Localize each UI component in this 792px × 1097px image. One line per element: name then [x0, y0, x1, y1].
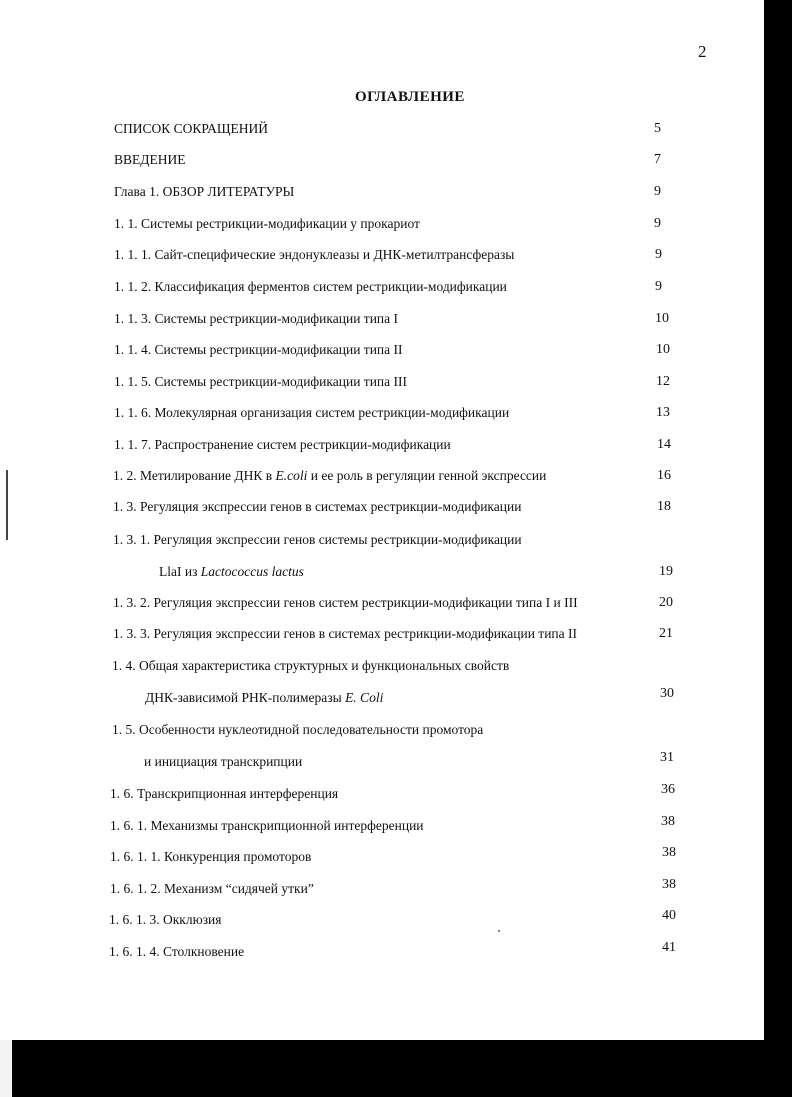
- toc-entry-1-3: [0, 499, 792, 521]
- toc-entry-page: 10: [656, 342, 670, 357]
- toc-entry-page: 9: [654, 184, 661, 199]
- toc-entry-1-6-1-3: [0, 908, 792, 934]
- toc-entry-text: 1. 3. 2. Регуляция экспрессии генов систем рестрикции-модификации типа I и III: [113, 595, 578, 610]
- toc-entry-1-3-1-cont: [0, 564, 792, 586]
- toc-entry-text: и инициация транскрипции: [144, 754, 303, 769]
- toc-entry-text: 1. 1. 1. Сайт-специфические эндонуклеазы и ДНК-метилтрансферазы: [114, 247, 515, 262]
- toc-entry-page: 38: [662, 877, 676, 892]
- toc-entry-text-before: LlaI из: [159, 564, 201, 579]
- toc-entry-page: 10: [655, 311, 669, 326]
- toc-entry-1-1-5: [0, 374, 792, 396]
- scan-edge-bottom: [0, 1040, 792, 1097]
- toc-entry-page: 36: [661, 782, 675, 797]
- toc-entry-abbreviations: [0, 121, 792, 143]
- toc-entry-page: 9: [655, 279, 662, 294]
- toc-entry-text-italic: Lactococcus lactus: [200, 564, 304, 579]
- toc-entry-1-1-7: [0, 437, 792, 459]
- toc-entry-1-1-3: [0, 311, 792, 333]
- toc-entry-text-italic: E. Coli: [345, 690, 384, 705]
- toc-entry-1-6: [0, 782, 792, 808]
- toc-entry-1-6-1-2: [0, 877, 792, 903]
- toc-entry-page: 40: [662, 908, 676, 923]
- toc-entry-text: 1. 6. 1. Механизмы транскрипционной интерференции: [110, 818, 424, 833]
- toc-entry-1-2: [0, 468, 792, 490]
- toc-entry-text: 1. 3. 3. Регуляция экспрессии генов в системах рестрикции-модификации типа II: [113, 626, 578, 641]
- toc-entry-text: 1. 6. 1. 4. Столкновение: [109, 944, 245, 959]
- toc-entry-text: 1. 3. Регуляция экспрессии генов в системах рестрикции-модификации: [113, 499, 522, 514]
- toc-entry-text: 1. 4. Общая характеристика структурных и функциональных свойств: [112, 658, 510, 673]
- toc-entry-page: 13: [656, 405, 670, 420]
- toc-entry-1-6-1-4: [0, 940, 792, 966]
- toc-entry-page: 5: [654, 121, 661, 136]
- toc-entry-text: 1. 6. Транскрипционная интерференция: [110, 786, 339, 801]
- toc-entry-text: 1. 5. Особенности нуклеотидной последовательности промотора: [112, 722, 484, 737]
- toc-entry-introduction: [0, 152, 792, 174]
- toc-entry-page: 31: [660, 750, 674, 765]
- toc-entry-page: 18: [657, 499, 671, 514]
- toc-entry-page: 38: [661, 814, 675, 829]
- toc-entry-text: [159, 564, 304, 580]
- toc-entry-page: 20: [659, 595, 673, 610]
- toc-entry-text: Глава 1. ОБЗОР ЛИТЕРАТУРЫ: [114, 184, 295, 199]
- scan-edge-bottom-left: [0, 1040, 12, 1097]
- toc-entry-1-6-1: [0, 814, 792, 840]
- toc-entry-page: 14: [657, 437, 671, 452]
- toc-entry-page: 7: [654, 152, 661, 167]
- toc-entry-1-5: [0, 722, 792, 744]
- toc-entry-text: [113, 468, 546, 484]
- toc-entry-text: 1. 1. 6. Молекулярная организация систем рестрикции-модификации: [114, 405, 510, 420]
- toc-entry-text: 1. 6. 1. 3. Окклюзия: [109, 912, 222, 927]
- page-number: 2: [698, 42, 707, 61]
- toc-entry-text: 1. 1. 2. Классификация ферментов систем рестрикции-модификации: [114, 279, 507, 294]
- toc-entry-1-1-1: [0, 247, 792, 269]
- toc-entry-text-before: ДНК-зависимой РНК-полимеразы: [145, 690, 346, 705]
- toc-entry-text-italic: E.coli: [275, 468, 308, 483]
- toc-entry-page: 41: [662, 940, 676, 955]
- toc-entry-text: 1. 3. 1. Регуляция экспрессии генов системы рестрикции-модификации: [113, 532, 522, 547]
- toc-entry-text: 1. 1. 3. Системы рестрикции-модификации типа I: [114, 311, 399, 326]
- toc-entry-page: 16: [657, 468, 671, 483]
- toc-entry-page: 9: [655, 247, 662, 262]
- toc-entry-1-1-2: [0, 279, 792, 301]
- toc-entry-text: СПИСОК СОКРАЩЕНИЙ: [114, 121, 269, 136]
- toc-entry-1-4: [0, 658, 792, 680]
- toc-entry-chapter-1: [0, 184, 792, 206]
- toc-entry-text: 1. 1. 7. Распространение систем рестрикции-модификации: [114, 437, 451, 452]
- toc-entry-text-before: 1. 2. Метилирование ДНК в: [113, 468, 276, 483]
- toc-entry-text: 1. 1. Системы рестрикции-модификации у прокариот: [114, 216, 420, 231]
- toc-entry-text: 1. 6. 1. 2. Механизм “сидячей утки”: [110, 881, 314, 896]
- toc-entry-page: 30: [660, 686, 674, 701]
- toc-entry-1-3-3: [0, 626, 792, 648]
- toc-entry-text-after: и ее роль в регуляции генной экспрессии: [307, 468, 547, 483]
- toc-entry-1-3-1: [0, 532, 792, 554]
- toc-entry-1-1-6: [0, 405, 792, 427]
- toc-entry-1-1: [0, 216, 792, 238]
- toc-entry-text: 1. 1. 5. Системы рестрикции-модификации типа III: [114, 374, 408, 389]
- toc-entry-text: 1. 1. 4. Системы рестрикции-модификации типа II: [114, 342, 403, 357]
- toc-entry-page: 12: [656, 374, 670, 389]
- page-title: ОГЛАВЛЕНИЕ: [355, 89, 465, 105]
- toc-entry-page: 21: [659, 626, 673, 641]
- toc-entry-text: 1. 6. 1. 1. Конкуренция промоторов: [110, 849, 312, 864]
- toc-entry-1-3-2: [0, 595, 792, 617]
- toc-entry-1-5-cont: [0, 750, 792, 776]
- toc-entry-page: 19: [659, 564, 673, 579]
- toc-entry-1-6-1-1: [0, 845, 792, 871]
- toc-entry-text: ВВЕДЕНИЕ: [114, 152, 186, 167]
- toc-entry-text: [145, 690, 383, 706]
- toc-entry-1-4-cont: [0, 686, 792, 712]
- toc-entry-page: 38: [662, 845, 676, 860]
- toc-entry-page: 9: [654, 216, 661, 231]
- toc-entry-1-1-4: [0, 342, 792, 364]
